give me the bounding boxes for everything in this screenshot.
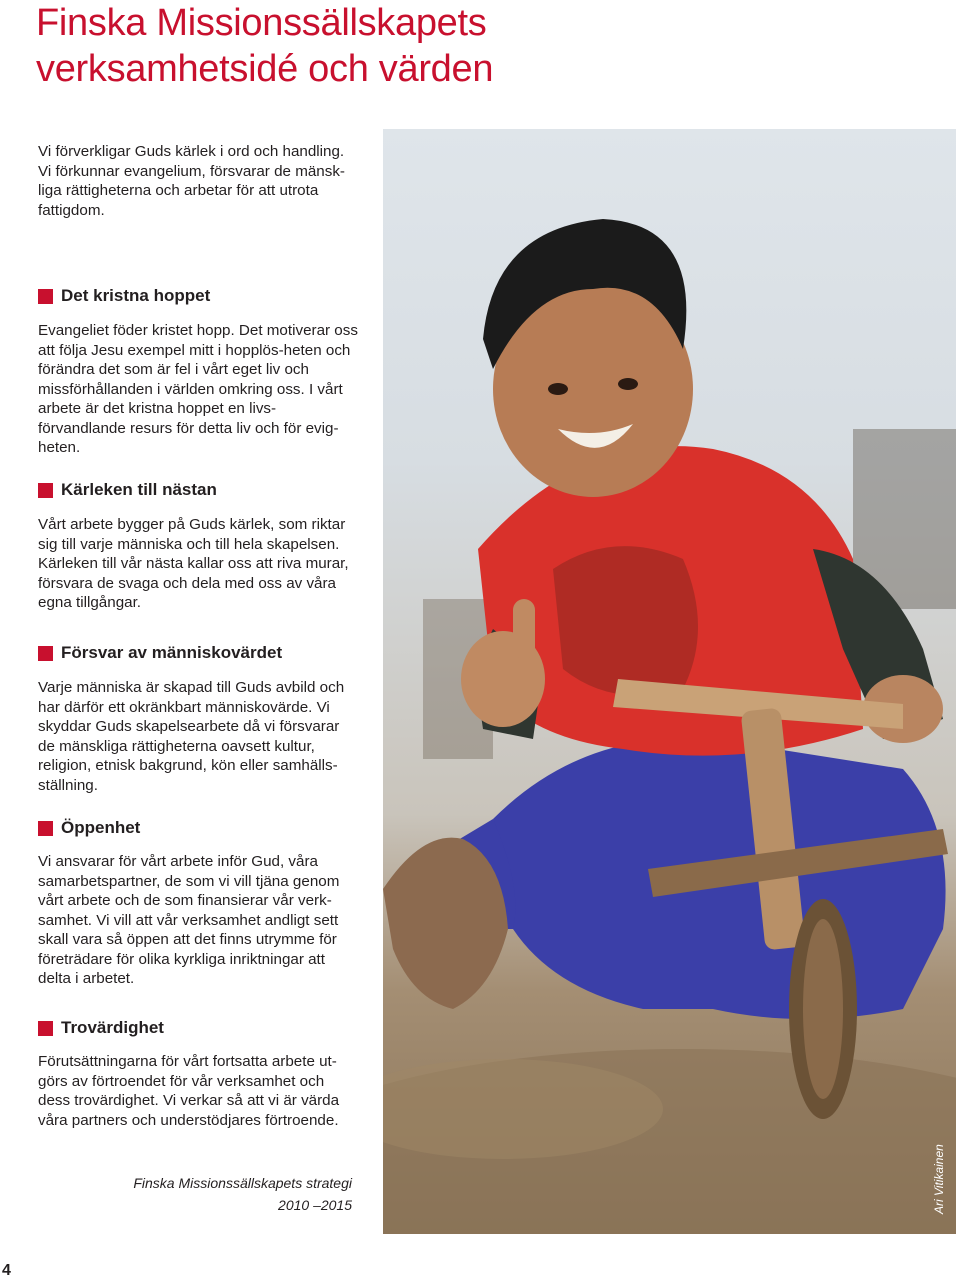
page-number: 4: [2, 1262, 11, 1279]
body-text-trovardighet: Förutsättningarna för vårt fortsatta arbete ut-görs av förtroendet för vår verksamhet och dess trovärdighet. Vi verkar så att vi är värda våra partners och understödjares förtroende.: [38, 1053, 340, 1129]
body-text-oppenhet: Vi ansvarar för vårt arbete inför Gud, våra samarbetspartner, de som vi vill tjäna genom vårt arbete och de som finansierar vår verk-samhet. Vi vill att vår verksamhet andligt sett skall vara så öppen att det finns utrymme för företrädare för olika kyrkliga inriktningar att delta i arbetet.: [38, 853, 340, 987]
heading-text: Det kristna hoppet: [61, 286, 211, 305]
heading-manniskovardet: [38, 643, 282, 663]
body-text-karleken: Vårt arbete bygger på Guds kärlek, som riktar sig till varje människa och till hela skapelsen. Kärleken till vår nästa kallar oss att riva murar, försvara de svaga och dela med oss av våra egna tillgångar.: [38, 516, 349, 611]
page-title: [36, 0, 596, 92]
strategy-caption: [100, 1172, 352, 1216]
red-square-bullet-icon: [38, 289, 53, 304]
heading-text: Trovärdighet: [61, 1018, 164, 1037]
heading-kristna-hoppet: [38, 286, 210, 306]
photo-credit: [928, 1144, 948, 1220]
section-body: [38, 515, 360, 613]
intro-block: [38, 142, 360, 220]
section-body: [38, 678, 360, 795]
heading-oppenhet: [38, 818, 140, 838]
section-body: [38, 321, 360, 458]
heading-trovardighet: [38, 1018, 164, 1038]
photo-credit-text: Ari Vitikainen: [932, 1144, 946, 1214]
heading-text: Kärleken till nästan: [61, 480, 217, 499]
heading-text: Försvar av människovärdet: [61, 643, 283, 662]
heading-text: Öppenhet: [61, 818, 141, 837]
body-text-kristna-hoppet: Evangeliet föder kristet hopp. Det motiverar oss att följa Jesu exempel mitt i hopplös-heten och förändra det som är fel i vårt eget liv och missförhållanden i världen omkring oss. I vårt arbete är det kristna hoppet en livs-förvandlande resurs för detta liv och för evig-heten.: [38, 322, 358, 456]
intro-text: Vi förverkligar Guds kärlek i ord och handling. Vi förkunnar evangelium, försvarar de mänsk-liga rättigheterna och arbetar för att utrota fattigdom.: [38, 143, 345, 219]
section-body: [38, 852, 360, 989]
red-square-bullet-icon: [38, 1021, 53, 1036]
section-body: [38, 1052, 360, 1130]
red-square-bullet-icon: [38, 483, 53, 498]
title-line-2: verksamhetsidé och värden: [36, 48, 494, 90]
red-square-bullet-icon: [38, 646, 53, 661]
red-square-bullet-icon: [38, 821, 53, 836]
body-text-manniskovardet: Varje människa är skapad till Guds avbild och har därför ett okränkbart människovärde. Vi skyddar Guds skapelsearbete då vi försvarar de mänskliga rättigheterna oavsett kultur, religion, etnisk bakgrund, kön eller samhälls-ställning.: [38, 679, 345, 794]
caption-line-1: Finska Missionssällskapets strategi: [133, 1175, 352, 1191]
child-on-bike-illustration: [383, 129, 956, 1234]
heading-karleken: [38, 480, 217, 500]
title-line-1: Finska Missionssällskapets: [36, 2, 487, 44]
child-photo: [383, 129, 956, 1234]
caption-line-2: 2010 –2015: [278, 1197, 352, 1213]
